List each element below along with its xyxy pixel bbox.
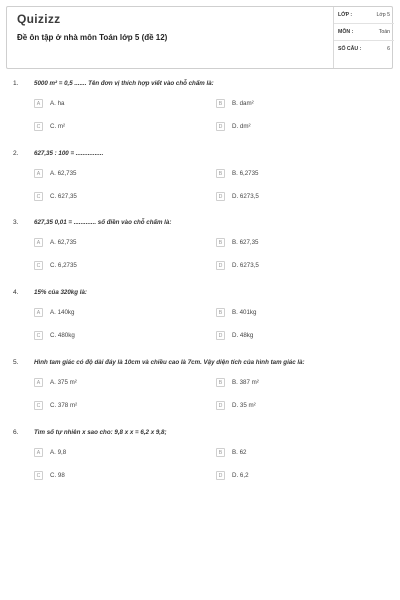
worksheet-title: Đề ôn tập ở nhà môn Toán lớp 5 (đề 12) (17, 33, 168, 42)
option-letter-box[interactable]: D (216, 331, 225, 340)
option-text: D. dm² (232, 123, 251, 130)
option-letter-box[interactable]: A (34, 448, 43, 457)
option-letter-box[interactable]: D (216, 122, 225, 131)
question-text: 5000 m² = 0,5 ....... Tên đơn vị thích hợp viết vào chỗ chấm là: (34, 80, 214, 87)
option-text: D. 6,2 (232, 472, 249, 479)
option-letter-box[interactable]: D (216, 192, 225, 201)
option-letter-box[interactable]: B (216, 169, 225, 178)
option-text: A. 140kg (50, 309, 75, 316)
option-text: B. dam² (232, 100, 254, 107)
option-text: C. 98 (50, 472, 65, 479)
option-text: C. 627,35 (50, 193, 77, 200)
option-letter-box[interactable]: C (34, 192, 43, 201)
question-number: 4. (13, 289, 19, 296)
question-text: 627,35 0,01 = ............. số điền vào chỗ chấm là: (34, 219, 172, 226)
option-letter-box[interactable]: A (34, 99, 43, 108)
option-letter-box[interactable]: C (34, 331, 43, 340)
meta-label: SỐ CÂU : (338, 46, 362, 52)
option-text: B. 6,2735 (232, 170, 259, 177)
question-text: 15% của 320kg là: (34, 289, 87, 296)
option-letter-box[interactable]: D (216, 471, 225, 480)
option-text: D. 48kg (232, 332, 254, 339)
option-text: C. 480kg (50, 332, 75, 339)
option-text: B. 627,35 (232, 239, 259, 246)
option-text: C. 6,2735 (50, 262, 77, 269)
worksheet-header (6, 6, 393, 69)
meta-value: Lớp 5 (376, 12, 390, 18)
option-letter-box[interactable]: B (216, 308, 225, 317)
question-number: 6. (13, 429, 19, 436)
option-letter-box[interactable]: D (216, 261, 225, 270)
option-letter-box[interactable]: C (34, 261, 43, 270)
question-text: Hình tam giác có độ dài đáy là 10cm và chiều cao là 7cm. Vậy diện tích của hình tam giác là: (34, 359, 305, 366)
option-text: C. 378 m² (50, 402, 78, 409)
option-text: D. 6273,5 (232, 193, 259, 200)
option-text: A. 9,8 (50, 449, 67, 456)
option-letter-box[interactable]: D (216, 401, 225, 410)
meta-row-class (334, 7, 394, 24)
question-text: Tìm số tự nhiên x sao cho: 9,8 x x = 6,2 x 9,8; (34, 429, 167, 436)
option-letter-box[interactable]: C (34, 471, 43, 480)
question-number: 3. (13, 219, 19, 226)
question-number: 2. (13, 150, 19, 157)
meta-label: LỚP : (338, 12, 353, 18)
option-letter-box[interactable]: A (34, 308, 43, 317)
option-text: C. m² (50, 123, 66, 130)
meta-value: Toán (378, 29, 390, 35)
question-text: 627,35 : 100 = ................ (34, 150, 104, 157)
option-letter-box[interactable]: C (34, 122, 43, 131)
option-letter-box[interactable]: B (216, 448, 225, 457)
meta-row-count (334, 41, 394, 57)
option-letter-box[interactable]: A (34, 238, 43, 247)
option-text: A. 62,735 (50, 239, 77, 246)
option-letter-box[interactable]: A (34, 378, 43, 387)
meta-value: 6 (387, 46, 390, 52)
option-text: B. 401kg (232, 309, 257, 316)
option-letter-box[interactable]: B (216, 238, 225, 247)
option-letter-box[interactable]: B (216, 378, 225, 387)
meta-row-subject (334, 24, 394, 41)
option-text: B. 387 m² (232, 379, 259, 386)
question-number: 5. (13, 359, 19, 366)
option-letter-box[interactable]: A (34, 169, 43, 178)
option-text: A. 375 m² (50, 379, 77, 386)
meta-panel (333, 7, 394, 68)
option-text: A. 62,735 (50, 170, 77, 177)
option-text: D. 35 m² (232, 402, 256, 409)
option-text: A. ha (50, 100, 65, 107)
quizizz-logo: Quizizz (17, 12, 61, 26)
question-number: 1. (13, 80, 19, 87)
option-letter-box[interactable]: B (216, 99, 225, 108)
option-text: B. 62 (232, 449, 247, 456)
option-letter-box[interactable]: C (34, 401, 43, 410)
option-text: D. 6273,5 (232, 262, 259, 269)
meta-label: MÔN : (338, 29, 354, 35)
